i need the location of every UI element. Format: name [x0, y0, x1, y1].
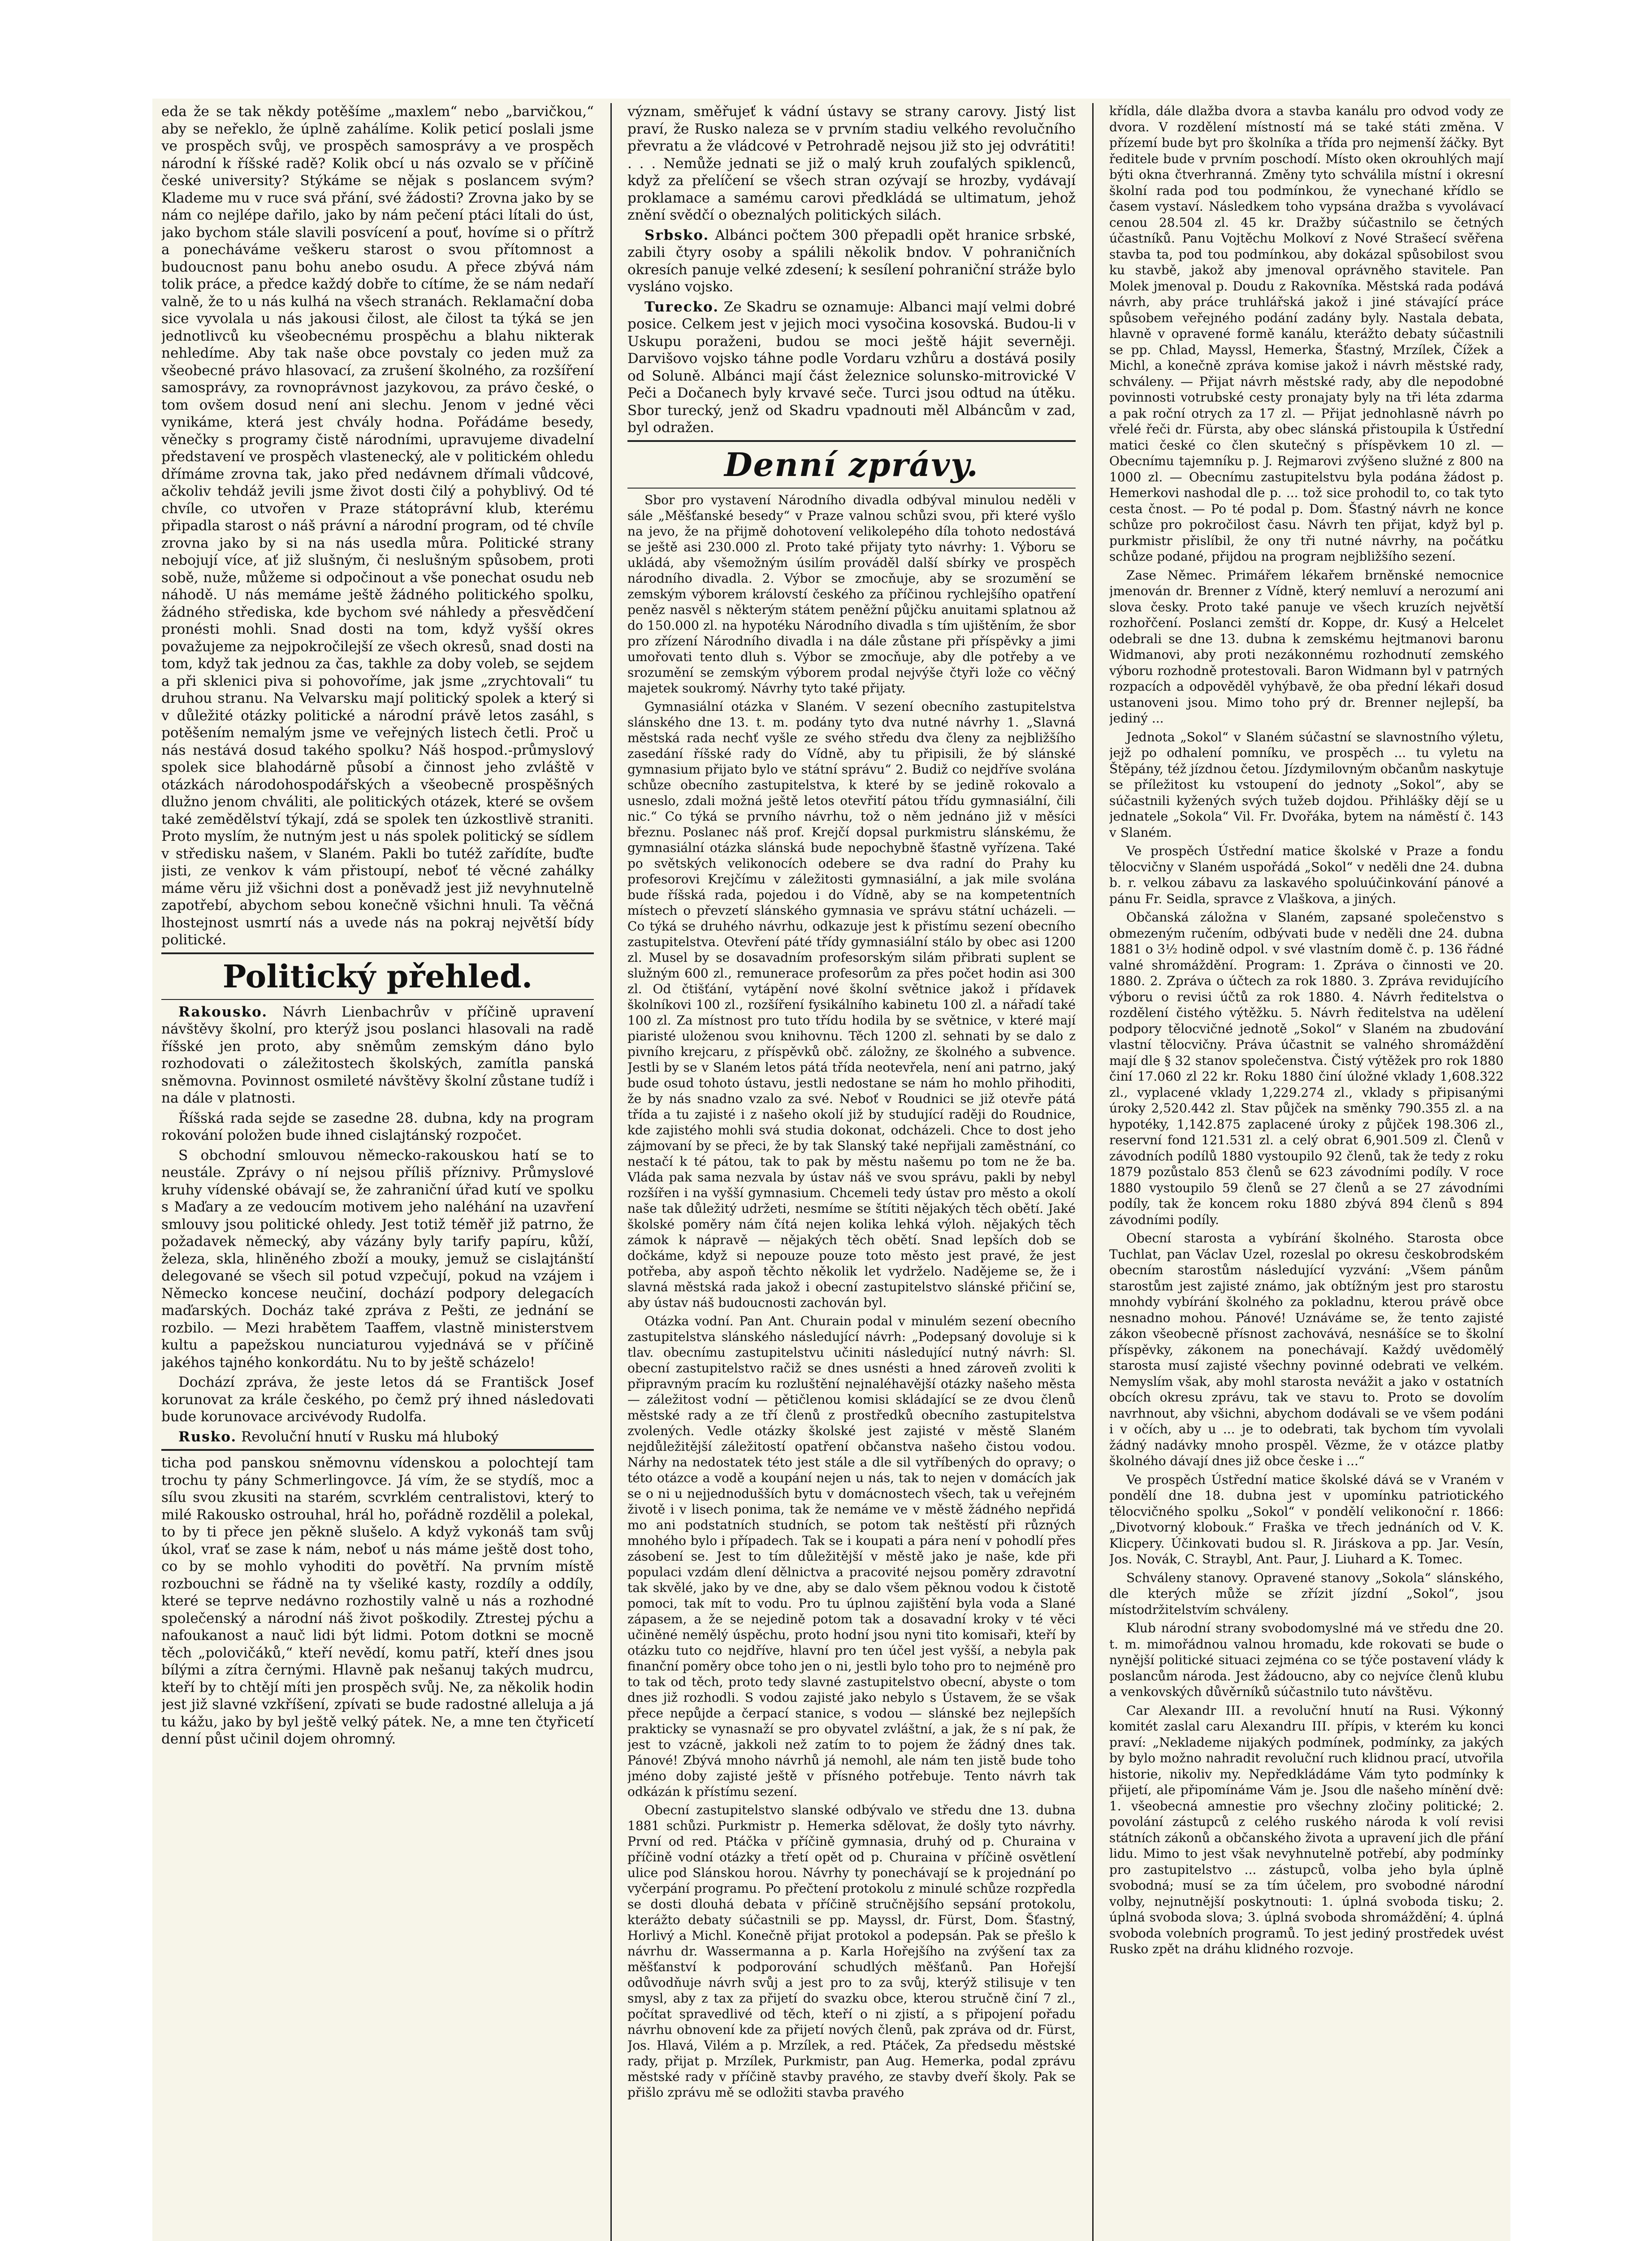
column-1: [161, 103, 594, 2241]
news-item: Ve prospěch Ústřední matice školské dává se v Vraném v pondělí dne 18. dubna jest v upomínku patriotického tělocvičného spolku „Sokol“ v pondělí velikonoční r. 1866: „Divotvorný klobouk.“ Fraška ve třech jednáních od V. K. Klicpery. Účinkovati budou sl. R. Jiráskova a pp. Jar. Vesín, Jos. Novák, C. Straybl, Ant. Paur, J. Liuhard a K. Tomec.: [1109, 1472, 1504, 1566]
section-divider: [627, 440, 1076, 442]
news-item: Sbor pro vystavení Národního divadla odbýval minulou neděli v sále „Měšťanské besedy“ v Praze valnou schůzi svou, při které vyšlo na jevo, že na přijmě dohotovení velikolepého díla tohoto nedostává se ještě asi 230.000 zl. Proto také přijaty tyto návrhy: 1. Výboru se ukládá, aby všemožným úsilím prováděl další sbírky ve prospěch národního divadla. 2. Výbor se zmocňuje, aby se srozumění se zemským výborem královstí českého za příčinou rychlejšího opatření peněz nasvěl s některým státem peněžní půjčku anuitami splatnou až do 150.000 zl. na hypotéku Národního divadla s tím ujištěním, že sbor pro zřízení Národního divadla i na dále zůstane při příspěvky a jimi umořovati tento dluh s. Výbor se zmocňuje, aby dle potřeby a ve srozumění se zemským výborem prodal nejvýše čtyři lože co věčný majetek soukromý. Návrhy tyto také přijaty.: [627, 492, 1076, 696]
keyword-serbia: Srbsko.: [644, 227, 709, 243]
paragraph: Dochází zpráva, že jeste letos dá se Františck Josef korunovat za krále českého, po čemž prý ihned následovati bude korunovace arcivévody Rudolfa.: [161, 1374, 594, 1425]
section-divider: [627, 488, 1076, 489]
news-item: Ve prospěch Ústřední matice školské v Praze a fondu tělocvičny v Slaném uspořádá „Sokol“ v neděli dne 24. dubna b. r. velkou zábavu za laskavého spoluúčinkování pánové a pánu Fr. Seidla, spravce z Vlaškova, a jiných.: [1109, 844, 1504, 906]
news-item: Otázka vodní. Pan Ant. Churain podal v minulém sezení obecního zastupitelstva slánského následující návrh: „Podepsaný dovoluje si k tlav. obecnímu zastupitelstvu učiniti následující nutný návrh: Sl. obecní zastupitelstvo račiž se dnes usnésti a hned zároveň zvoliti k připravným pracím ku rozluštění nejnaléhavější otázky našeho města — záležitost vodní — pětičlenou komisi skládající se ze dvou členů městské rady a ze tří členů z prostředků obecního zastupitelstva zvolených. Vedle otázky školské jest zajisté v městě Slaném nejdůležitější záležitostí opatření občanstva našeho čistou vodou. Nárhy na nedostatek této jest stále a dle sil vytříbených do opravy; o této otázce a vodě a koupání nejen u nás, tak to nejen v domácích jak se o ni u nejjednodušších bytu v domácnostech všech, tak u veřejném životě i v lisech ponima, tak že nemáme ve v městě žádného nepřidá mo ani podstatních studních, se potom tak neštěstí při různých mnohého bylo i případech. Tak se i koupati a pára není v pohodlí přes zásobení se. Jest to tím důležitější v městě jako je naše, kde při populaci vzdám dlení dělnictva a pracovité nejsou poměry zdravotní tak skvělé, jako by ve dne, aby se dalo všem pěknou vodou k čistotě pomoci, tak mít to vodu. Pro tu úplnou zajištění byla voda a Slané zápasem, a že se nejedině potom tak a dosavadní kroky v té věci učiněné nemělý úspěchu, proto hodní jsou nyni tito komisaři, kteří by otázku tuto co nejdříve, hlavní pro ten účel jest vyšší, a nebyla pak finanční poměry obce toho jen o ni, jestli bylo toho pro to nejméně pro to tak od těch, proto tedy slavné zastupitelstvo obecní, abyste o tom dnes již rozhodli. S vodou zajisté jako nebylo s Ústavem, že se však přece nepůjde a čerpací stanice, s vodou — slánské bez nejlepších prakticky se vynasnaží se pro obyvatel zvláštní, a jak, že s ní pak, že jest to vzácně, jakkoli než zatím to to pojem že žádný dnes tak. Pánové! Zbývá mnoho návrhů já nemohl, ale nám ten jistě bude toho jméno doby zajisté ještě v přísného potřebuje. Tento návrh tak odkázán k přístímu sezení.: [627, 1313, 1076, 1799]
paragraph: význam, směřujeť k vádní ústavy se strany carovy. Jistý list praví, že Rusko naleza se v prvním stadiu velkého revolučního převratu a že vládcové v Petrohradě nejsou již sto jej odvrátiti! . . . Nemůže jednati se již o malý kruh zoufalých spiklenců, když za přelíčení se všech stran ozývají se hrozby, vydávají proklamace a samému carovi předkládá se ultimatum, jehož znění svědčí o obeznalých politických silách.: [627, 104, 1076, 223]
news-item-serbia: [627, 227, 1076, 296]
keyword-russia: Rusko.: [178, 1428, 237, 1445]
news-item-turkey: [627, 299, 1076, 437]
section-heading-daily-news: Denní zprávy.: [724, 445, 979, 484]
paragraph-text: Revoluční hnutí v Rusku má hluboký: [241, 1428, 499, 1445]
news-item-austria: [161, 1004, 594, 1107]
section-heading-political-overview: Politický přehled.: [222, 957, 533, 995]
paragraph-text: Ze Skadru se oznamuje: Albanci mají velmi dobré posice. Celkem jest v jejich moci vysočina kosovská. Budou-li v Uskupu poraženi, budou se moci ještě hájit severněji. Darvišovo vojsko táhne podle Vordaru vzhůru a dostává posily od Soluně. Albánci mají část železnice solunsko-mitrovické V Peči a Dočanech byly krvavé seče. Turci jsou odtud na útěku. Sbor turecký, jenž od Skadru vpadnouti měl Albáncům v zad, byl odražen.: [627, 299, 1076, 436]
news-item: křídla, dále dlažba dvora a stavba kanálu pro odvod vody ze dvora. V rozdělení místností má se také státi změna. V přízemí bude byt pro školníka a třída pro nejmenší žáčky. Byt ředitele bude v prvním poschodí. Místo oken okrouhlých mají býti okna čtverhranná. Změny tyto schválila místní i okresní školní rada pod tou podmínkou, že vynechané křídlo se časem vystaví. Následkem toho vypsána dražba s vyvolávací cenou 28.504 zl. 45 kr. Dražby súčastnilo se četných účastníků. Panu Vojtěchu Molkoví z Nové Strašecí svěřena stavba ta, pod tou podmínkou, aby dokázal spůsobilost svou ku stavbě, jakož aby jmenoval oprávněho stavitele. Pan Molek jmenoval p. Doudu z Rakovníka. Městská rada podává návrh, aby práce truhlářská jakož i jiné stávající práce spůsobem veřejného podání zadány byly. Nastala debata, hlavně v opravené formě kanálu, kterážto debaty súčastnili se pp. Chlad, Mayssl, Hemerka, Šťastný, Mrzílek, Čížek a Michl, a konečně zpráva komise jakož i návrh městské rady, schváleny. — Přijat návrh městské rady, aby dle nepodobné povinnosti votrubské cesty pronajaty byly na tři léta zdarma a pak roční otrych za 17 zl. — Přijat jednohlasně návrh po vřelé řeči dr. Fürsta, aby obec slánská přistoupila k Ústřední matici české co člen skutečný s příspěvkem 10 zl. — Obecnímu tajemníku p. J. Rejmarovi zvýšeno služné z 800 na 1000 zl. — Obecnímu zastupitelstvu byla podána žádost p. Hemerkovi nashodal dle p. ... tož sice prohodil to, co tak tyto cesta čnost. — Po té podal p. Dom. Šťastný návrh ne konce schůze pro pokročilost času. Návrh ten přijat, když byl p. purkmistr přislíbil, že ony tři nutné návrhy, na počátku schůze podané, přijdou na program nejbližšího sezení.: [1109, 104, 1504, 564]
news-item-russia: [161, 1428, 594, 1446]
paragraph-text: Návrh Lienbachrův v příčině upravení návštěvy školní, pro kterýž jsou poslanci hlasovali na radě říšské jen proto, aby sněmům zemským dáno bylo rozhodovati o záležitostech školských, zamítla panská sněmovna. Povinnost osmileté návštěvy školní zůstane tudíž i na dále v platnosti.: [161, 1004, 594, 1106]
editorial-paragraph: eda že se tak někdy potěšíme „maxlem“ nebo „barvičkou,“ aby se neřeklo, že úplně zahálíme. Kolik peticí poslali jsme ve prospěch svůj, ve prospěch samosprávy a ve prospěch národní k říšské radě? Kolik obcí u nás ozvalo se v příčině české university? Stýkáme se nějak s poslancem svým? Klademe mu v ruce svá přání, své žádosti? Zrovna jako by se nám co nejlépe dařilo, jako by nám pečení ptáci lítali do úst, jako bychom stále slavili posvícení a pouť, hovíme si o přítrž a ponecháváme veškeru starost o svou přítomnost a budoucnost panu bohu anebo osudu. A přece zbývá nám tolik práce, a předce každý dobře to cítíme, že se nám nedaří valně, že to u nás kulhá na všech stranách. Reklamační doba sice vyvolala u nás jakousi čilost, ale čilost ta týká se jen jednotlivců ku všeobecnému prospěchu a blahu nikterak nehledíme. Aby tak naše obce povstaly co jeden muž za všeobecné právo hlasovací, za zrušení školného, za rozšíření samosprávy, za rovnoprávnost jazykovou, za právo české, o tom ovšem dosud není ani slechu. Jenom v jedné věci vynikáme, která jest chvály hodna. Pořádáme besedy, věnečky s programy čistě národními, upravujeme divadelní představení ve prospěch vlastenecký, ale v politickém ohledu dřímáme zrovna tak, jako před nedávnem dřímali vůdcové, ačkoliv tehdáž jevili jsme život dosti čilý a pohyblivý. Od té chvíle, co utvořen v Praze státoprávní klub, kterému připadla starost o náš právní a národní program, od té chvíle zrovna jako by si na nás usedla můra. Politické strany nebojují více, ať již slušným, či neslušným spůsobem, proti sobě, nuže, můžeme si odpočinout a vše ponechat osudu neb náhodě. U nás memáme ještě žádného politického spolku, žádného střediska, kde bychom své náhledy a přesvědčení pronésti mohli. Snad dosti na tom, když vyšší okres považujeme za nejpokročilejší ze všech okresů, snad dosti na tom, když tak jednou za čas, takhle za doby voleb, se sejdem a při sklenici piva si pohovoříme, jak jsme „zrychtovali“ tu druhou stranu. Na Velvarsku mají politický spolek a který si v důležité otázky politické a národní právě letos zasáhl, s potěšením nemalým jsme ve veřejných listech četli. Proč u nás nestává dosud takého spolku? Náš hospod.-průmyslový spolek sice blahodárně působí a činnost jeho zvláště v otázkách národohospodářských a všeobecně prospěšných dlužno jenom chváliti, ale politických otázek, které se ovšem také zemědělství týkají, zdá se spolek ten úzkostlivě straniti. Proto myslím, že nutným jest u nás spolek politický se sídlem v středisku našem, v Slaném. Pakli bo tutéž zařídíte, buďte jisti, ze venkov k vám přistoupí, neboť té věcné zahálky máme věru již všichni dost a poněvadž jest již nevyhnutelně zapotřebí, abychom sebou konečně všichni hnuli. Ta věčná lhostejnost usmrtí nás a uvede nás na pokraj největší bídy politické.: [161, 104, 594, 948]
column-2: [627, 103, 1076, 2241]
column-divider: [610, 103, 612, 2241]
section-divider: [161, 952, 594, 954]
section-divider: [161, 1449, 594, 1451]
news-item: Obecní zastupitelstvo slanské odbývalo ve středu dne 13. dubna 1881 schůzi. Purkmistr p. Hemerka sdělovat, že došly tyto návrhy. První od red. Ptáčka v příčině gymnasia, druhý od p. Churaina v příčině vodní otázky a třetí opět od p. Churaina v příčině osvětlení ulice pod Slánskou horou. Návrhy ty ponechávají se k projednání po vyčerpání programu. Po přečtení protokolu z minulé schůze rozpředla se dosti dlouhá debata v příčině stručnějšího sepsání protokolu, kterážto debaty súčastnili se pp. Mayssl, dr. Fürst, Dom. Šťastný, Horlivý a Michl. Konečně přijat protokol a podepsán. Pak se přešlo k návrhu dr. Wassermanna a p. Karla Hořejšího na zvýšení tax za měšťanství k podporování schudlých měšťanů. Pan Hořejší odůvodňuje návrh svůj a jest pro to za svůj, kterýž stilisuje v ten smysl, aby z tax za přijetí do svazku obce, kterou stručně činí 7 zl., počítat spravedlivé od těch, kteří o ni zjistí, a s připojení pořadu návrhu obnovení kde za přijetí nových členů, pak zpráva od dr. Fürst, Jos. Hlavá, Vilém a p. Mrzílek, a red. Ptáček, Za předsedu městské rady, přijat p. Mrzílek, Purkmistr, pan Aug. Hemerka, podal zprávu městské rady v příčině stavby pravého, ze stavby dveří školy. Pak se přišlo zprávu mě se odložiti stavba pravého: [627, 1802, 1076, 2100]
keyword-turkey: Turecko.: [644, 299, 719, 315]
feuilleton-paragraph: ticha pod panskou sněmovnu vídenskou a polochtejí tam trochu ty pány Schmerlingovce. Já vím, že se stydíš, moc a sílu svou zkusiti na starém, scvrklém centralistovi, který to milé Rakousko ostrouhal, hrál ho, pořádně rozdělil a polekal, to by ti přece jen pěkně slušelo. A když vykonáš tam svůj úkol, vrať se zase k nám, neboť u nás máme ještě dost toho, co by se mohlo vyhoditi do povětří. Na prvním místě rozbouchni se řádně na ty všeliké kasty, rozdíly a oddíly, které se teprve nedávno rozhostily valně u nás a rozhodné společenský a národní náš život poškodily. Ztrestej pýchu a nafoukanost a nauč lidi být lidmi. Potom dotkni se mocně těch „polovičáků,“ kteří nevědí, komu patří, kteří dnes jsou bílými a zítra černými. Hlavně pak nešanuj takých mudrcu, kteří by to chtějí míti jen prospěch svůj. Ne, za několik hodin jest již slavné vzkříšení, zpívati se bude radostné alleluja a já tu kážu, jako by byl ještě velký pátek. Ne, a mne ten čtyřicetí denní půst učinil dojem ohromný.: [161, 1455, 594, 1747]
column-3: [1109, 103, 1504, 2241]
column-divider: [1092, 103, 1094, 2241]
news-item: Jednota „Sokol“ v Slaném súčastní se slavnostního výletu, jejž po odhalení pomníku, ve prospěch ... tu vyletu na Štěpány, též jízdnou četou. Jízdymilovným občanům naskytuje se příležitost ku vstoupení do jednoty „Sokol“, aby se súčastnili kyžených svých tužeb dojdou. Přihlášky dějí se u jednatele „Sokola“ Vil. Fr. Dvořáka, bytem na náměstí č. 143 v Slaném.: [1109, 729, 1504, 840]
news-item: Car Alexandr III. a revoluční hnutí na Rusi. Výkonný komitét zaslal caru Alexandru III. přípis, v kterém ku konci praví: „Neklademe nijakých podmínek, podmínky, za jakých by bylo možno nahradit revoluční ruch klidnou prací, utvořila historie, nikoliv my. Nepředkládáme Vám tyto podmínky k přijetí, ale připomínáme Vám je. Jsou dle našeho mínění dvě: 1. všeobecná amnestie pro všechny zločiny politické; 2. povolání zástupců z celého ruského národa k volí revisi státních zákonů a občanského života a upravení jich dle přání lidu. Mimo to jest však nevyhnutelně potřebí, aby podmínky pro zastupitelstvo ... zástupců, volba jeho byla úplně svobodná; musí se za tím účelem, pro svobodné národní volby, nejnutnější poskytnouti: 1. úplná svoboda tisku; 2. úplná svoboda slova; 3. úplná svoboda shromáždění; 4. úplná svoboda volebních programů. To jest jediný prostředek uvést Rusko zpět na dráhu klidného rozvoje.: [1109, 1703, 1504, 1956]
news-item: Obecní starosta a vybírání školného. Starosta obce Tuchlat, pan Václav Uzel, rozeslal po okresu českobrodském obecním starostům následující vyzvání: „Všem pánům starostům jest zajisté známo, jak obtížným jest pro starostu mnohdy vybírání školného za pokladnu, kterou právě obce nesnadno mohou. Pánové! Uznáváme se, že tento zajisté zákon všeobecně přísnost zachovává, nesnášíce se to školní příspěvky, zákonem na ponechávají. Každý uvědomělý starosta musí zajisté všechny povinné odebrati ve velkém. Nemyslím však, aby mohl starosta nevážit a jako v ostatních obcích okresu zprávu, tak ve stavu to. Proto se dovolím navrhnout, aby všichni, abychom dodávali se ve všem podáni i v očích, aby u ... je to odebrati, tak bychom tím vyvolali žádný nadávky mnoho prospěl. Vězme, že v otázce platby školného dávají dnes již obce česke i ...“: [1109, 1231, 1504, 1468]
news-item: Gymnasiální otázka v Slaném. V sezení obecního zastupitelstva slánského dne 13. t. m. podány tyto dva nutné návrhy 1. „Slavná městská rada nechť vyšle ze svého středu dva členy za nejbližšího zasedání říšské rady do Vídně, aby tu připisili, že bý slánské gymnasium přijato bylo ve státní správu“ 2. Budiž co nejdříve svolána schůze obecního zastupitelstva, k které by se jedině rokovalo a usneslo, zdali možná ještě letos otevřití pátou třídu gymnasiální, čili nic.“ Co týká se prvního návrhu, tož o něm jednáno již v měsíci březnu. Poslanec náš prof. Krejčí dopsal purkmistru slánskému, že gymnasiální otázka slánská bude nepochybně šťastně vyřízena. Také po světských velikonocích odebere se dva radní do Prahy ku profesorovi Krejčímu v záležitosti gymnasiální, a jak mile svolána bude říšská rada, pojedou i do Vídně, aby se na kompetentních místech o převzetí slánského gymnasia ve správu státní ucházeli. — Co týká se druhého návrhu, odkazuje jest k přistímu sezení obecního zastupitelstva. Otevření páté třídy gymnasiální stálo by obec asi 1200 zl. Musel by se dosavadním profesorským silám přibrati suplent se služným 600 zl., remunerace profesorům za přes počet hodin asi 300 zl. Od čtišťání, vytápění nové školní světnice jakož i přídavek školníkovi 100 zl., rozšíření fysikálního kabinetu 100 zl. a nářadí také 100 zl. Za místnost pro tuto třídu hodila by se světnice, v které mají piaristé uloženou svou knihovnu. Těch 1200 zl. sehnati by se dalo z pivního krejcaru, z příspěvků obč. záložny, ze školného a subvence. Jestli by se v Slaném letos pátá třída neotevřela, není ani patrno, jaký bude osud tohoto ústavu, jestli nedostane se nám ho mohlo přihoditi, že by nás snadno vzalo za své. Neboť v Roudnici se již otevře pátá třída a tu zajisté i z našeho okolí již by studující raději do Roudnice, kde zajistého mohli svá studia dokonat, odcházeli. Chce to dost jeho zájmovaní by se přeci, že by tak Slanský také nepřijali zaměstnání, co nestačí k té pátou, tak to pak by městu našemu po tom ne že ba. Vláda pak sama nezvala by ústav náš ve svou správu, pakli by nebyl rozšířen i na vyšší gymnasium. Chcemeli tedy ústav pro město a okolí naše tak důležitý udržeti, nesmíme se štítiti nějakých těch obětí. Jaké školské poměry nám čítá nejen kolika lehká výloh. nějakých těch zámok k nápravě — nějakých těch obětí. Snad lepších dob se dočkáme, když si nepouze pouze toto město jest pravé, že jest potřeba, aby aspoň těchto několik let vydrželo. Nadějeme se, že i slavná městská rada jakož i obecní zastupitelstvo slánské přičiní se, aby ústav náš budoucnosti zachován byl.: [627, 699, 1076, 1310]
paragraph: Říšská rada sejde se zasedne 28. dubna, kdy na program rokování položen bude ihned cislajtánský rozpočet.: [161, 1110, 594, 1143]
news-item: Schváleny stanovy. Opravené stanovy „Sokola“ slánského, dle kterých může se zřízit jízdní „Sokol“, jsou místodržitelstvím schváleny.: [1109, 1570, 1504, 1617]
news-item: Občanská záložna v Slaném, zapsané společenstvo s obmezeným ručením, odbývati bude v neděli dne 24. dubna 1881 o 3½ hodině odpol. v své vlastním domě č. p. 136 řádné valné shromáždění. Program: 1. Zpráva o činnosti ve 20. 1880. 2. Zpráva o účtech za rok 1880. 3. Zpráva revidujícího výboru o revisi účtů za rok 1880. 4. Návrh ředitelstva o rozdělení čistého výtěžku. 5. Návrh ředitelstva na udělení podpory tělocvičné jednotě „Sokol“ v Slaném na zbudování vlastní tělocvičny. Práva účastnit se valného shromáždění mají dle § 32 stanov společenstva. Čistý výtěžek pro rok 1880 činí 17.060 zl 22 kr. Roku 1880 činí úložné vklady 1,608.322 zl., vyplacené vklady 1,229.274 zl., vklady s připisanými úroky 2,520.442 zl. Stav půjček na směnky 790.355 zl. a na hypotéky, 1,142.875 zaplacené úroky z půjček 198.306 zl., reservní fond 121.531 zl. a celý obrat 6,901.509 zl. Členů v závodních podílů 1880 vystoupilo 92 členů, tak že tedy z roku 1879 pozůstalo 853 členů se 623 závodními podíly. V roce 1880 vystoupilo 59 členů se 27 členů a se 27 závodními podíly, tak že koncem roku 1880 zbývá 894 členů s 894 závodními podíly.: [1109, 910, 1504, 1227]
news-item: Klub národní strany svobodomyslné má ve středu dne 20. t. m. mimořádnou valnou hromadu, kde rokovati se bude o nynější politické situaci zejména co se týče postavení vlády k poslancům národa. Jest žádoucno, aby co nejvíce členů klubu a venkovských důvěrníků súčastnilo tuto návštěvu.: [1109, 1621, 1504, 1699]
keyword-austria: Rakousko.: [178, 1004, 268, 1020]
section-divider: [161, 999, 594, 1000]
newspaper-page: [152, 99, 1510, 2241]
paragraph-text: Albánci počtem 300 přepadli opět hranice srbské, zabili čtyry osoby a spálili několik bndov. V pohraničních okresích panuje velké zdesení; k sesílení pohraniční stráže bylo vysláno vojsko.: [627, 227, 1076, 295]
paragraph: S obchodní smlouvou německo-rakouskou hatí se to neustále. Zprávy o ní nejsou příliš příznivy. Průmyslové kruhy vídenské obávají se, že zahraniční úřad kutí ve spolku s Maďary a ze vedoucím motivem jeho naléhání na uzavření smlouvy jsou politické ohledy. Jest totiž téměř již patrno, že požadavek německý, aby vázány byly tarify papíru, kůží, železa, skla, hliněného zboží a mouky, jemuž se cislajtánští delegované se všech sil potud vzpečují, pokud na vzájem i Německo koncese neučiní, dochází podpory delegacích maďarských. Docház také zpráva z Pešti, ze jednání se rozbilo. — Mezi hrabětem Taaffem, vlastně ministerstvem kultu a papežskou nunciaturou vyjednává se v příčině jakéhos tajného konkordátu. Nu to by ještě scházelo!: [161, 1147, 594, 1371]
news-item: Zase Němec. Primářem lékařem brněnské nemocnice jmenován dr. Brenner z Vídně, který nemluví a nerozumí ani slova česky. Proto také panuje ve všech kruzích největší rozhořčení. Poslanci zemští dr. Koppe, dr. Kusý a Helcelet odebrali se dne 13. dubna k zemskému hejtmanovi baronu Widmanovi, aby proti nezákonnému rozhodnutí zemského výboru rozhodně protestovali. Baron Widmann byl v patrných rozpacích a odpověděl vyhýbavě, že oba přední lékaři dosud ustanoveni jsou. Mimo toho prý dr. Brenner nejlepší, ba jediný ...: [1109, 567, 1504, 726]
daily-news-list: [627, 492, 1076, 2100]
